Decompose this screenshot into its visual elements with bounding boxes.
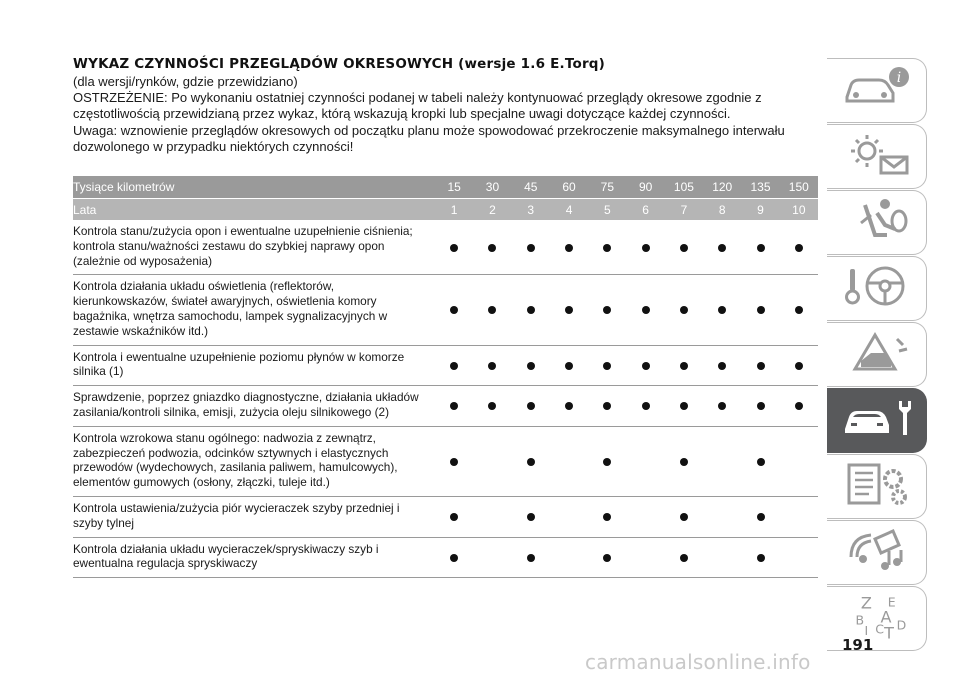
schedule-cell bbox=[626, 399, 664, 414]
table-row bbox=[73, 346, 818, 387]
km-column-header: 135 bbox=[750, 180, 771, 194]
scheduled-dot bbox=[527, 306, 535, 314]
scheduled-dot bbox=[603, 513, 611, 521]
km-column-header: 75 bbox=[600, 180, 615, 194]
multimedia-icon bbox=[841, 525, 913, 580]
schedule-cell bbox=[780, 399, 818, 414]
schedule-cell bbox=[512, 454, 550, 469]
chapter-tab[interactable] bbox=[827, 58, 927, 123]
scheduled-dot bbox=[642, 402, 650, 410]
index-letter: B bbox=[855, 611, 864, 627]
svg-text:i: i bbox=[896, 70, 901, 86]
schedule-cell bbox=[435, 550, 473, 565]
schedule-cell bbox=[512, 399, 550, 414]
schedule-cell bbox=[665, 454, 703, 469]
chapter-tab[interactable] bbox=[827, 520, 927, 585]
schedule-cell bbox=[588, 509, 626, 524]
scheduled-dot bbox=[488, 402, 496, 410]
km-column-header: 105 bbox=[673, 180, 694, 194]
scheduled-dot bbox=[680, 306, 688, 314]
scheduled-dot bbox=[527, 554, 535, 562]
task-description bbox=[73, 220, 435, 274]
chapter-tab[interactable] bbox=[827, 124, 927, 189]
km-column-header: 15 bbox=[447, 180, 461, 194]
schedule-cell bbox=[665, 240, 703, 255]
task-line: Kontrola wzrokowa stanu ogólnego: nadwozia z zewnątrz, bbox=[73, 430, 376, 445]
table-row bbox=[73, 427, 818, 497]
task-line: Sprawdzenie, poprzez gniazdko diagnostyczne, działania układów bbox=[73, 390, 419, 405]
table-row bbox=[73, 538, 818, 579]
page-number: 191 bbox=[842, 636, 874, 654]
schedule-cell bbox=[550, 240, 588, 255]
scheduled-dot bbox=[450, 306, 458, 314]
task-description bbox=[73, 538, 435, 578]
schedule-cell bbox=[741, 303, 779, 318]
schedule-cell bbox=[473, 399, 511, 414]
task-description bbox=[73, 427, 435, 496]
schedule-cell bbox=[512, 358, 550, 373]
roadside-emergency-icon bbox=[841, 327, 913, 382]
task-line: Kontrola działania układu oświetlenia (reflektorów, bbox=[73, 279, 334, 294]
scheduled-dot bbox=[450, 244, 458, 252]
car-maintenance-icon bbox=[841, 393, 913, 448]
task-line: zabezpieczeń podwozia, odcinków sztywnych i elastycznych bbox=[73, 445, 389, 460]
intro-line: (dla wersji/rynków, gdzie przewidziano) bbox=[73, 74, 298, 89]
schedule-cell bbox=[780, 303, 818, 318]
task-line: silnika (1) bbox=[73, 364, 124, 379]
index-letter: D bbox=[896, 617, 906, 633]
scheduled-dot bbox=[565, 244, 573, 252]
index-letter: T bbox=[883, 623, 894, 643]
scheduled-dot bbox=[757, 362, 765, 370]
scheduled-dot bbox=[795, 362, 803, 370]
schedule-cell bbox=[512, 240, 550, 255]
schedule-cell bbox=[550, 358, 588, 373]
schedule-cell bbox=[780, 358, 818, 373]
km-column-header: 30 bbox=[485, 180, 500, 194]
chapter-tab[interactable] bbox=[827, 256, 927, 321]
scheduled-dot bbox=[795, 402, 803, 410]
schedule-cell bbox=[703, 303, 741, 318]
schedule-cell bbox=[588, 454, 626, 469]
scheduled-dot bbox=[450, 362, 458, 370]
task-line: (zależnie od wyposażenia) bbox=[73, 253, 213, 268]
task-line: zasilania/kontroli silnika, emisji, zużycia oleju silnikowego (2) bbox=[73, 404, 390, 419]
task-line: Kontrola i ewentualne uzupełnienie poziomu płynów w komorze bbox=[73, 349, 405, 364]
schedule-cell bbox=[741, 454, 779, 469]
scheduled-dot bbox=[642, 244, 650, 252]
schedule-cell bbox=[665, 550, 703, 565]
scheduled-dot bbox=[718, 244, 726, 252]
schedule-cell bbox=[512, 303, 550, 318]
intro-line: OSTRZEŻENIE: Po wykonaniu ostatniej czynności podanej w tabeli należy kontynuować przeglądy okresowe zgodnie z bbox=[73, 90, 762, 106]
intro-line: dozwolonego w przypadku niektórych czynności! bbox=[73, 138, 354, 154]
schedule-cell bbox=[512, 509, 550, 524]
scheduled-dot bbox=[450, 402, 458, 410]
scheduled-dot bbox=[603, 362, 611, 370]
chapter-tab[interactable] bbox=[827, 454, 927, 519]
schedule-cell bbox=[703, 399, 741, 414]
table-row bbox=[73, 220, 818, 275]
scheduled-dot bbox=[603, 402, 611, 410]
task-line: Kontrola ustawienia/zużycia piór wycieraczek szyby przedniej i bbox=[73, 500, 400, 515]
scheduled-dot bbox=[565, 306, 573, 314]
schedule-cell bbox=[626, 358, 664, 373]
km-column-header: 90 bbox=[638, 180, 653, 194]
task-line: Kontrola stanu/zużycia opon i ewentualne uzupełnienie ciśnienia; bbox=[73, 224, 413, 238]
years-header-row bbox=[73, 199, 818, 220]
schedule-cell bbox=[473, 358, 511, 373]
schedule-cell bbox=[435, 240, 473, 255]
key-steering-icon bbox=[841, 261, 913, 316]
index-letter: E bbox=[887, 594, 896, 609]
schedule-cell bbox=[626, 240, 664, 255]
km-column-header: 45 bbox=[524, 180, 538, 194]
scheduled-dot bbox=[757, 458, 765, 466]
task-line: ewentualna regulacja spryskiwaczy bbox=[73, 556, 258, 571]
task-line: Kontrola działania układu wycieraczek/spryskiwaczy szyb i bbox=[73, 541, 379, 556]
scheduled-dot bbox=[680, 244, 688, 252]
schedule-cell bbox=[435, 454, 473, 469]
task-line: kierunkowskazów, świateł awaryjnych, oświetlenia komory bbox=[73, 294, 377, 309]
scheduled-dot bbox=[450, 458, 458, 466]
scheduled-dot bbox=[527, 362, 535, 370]
table-body bbox=[73, 220, 818, 578]
index-letter: A bbox=[880, 607, 892, 627]
scheduled-dot bbox=[527, 402, 535, 410]
scheduled-dot bbox=[565, 362, 573, 370]
warning-lights-icon bbox=[841, 129, 913, 184]
table-row bbox=[73, 497, 818, 538]
schedule-cell bbox=[435, 303, 473, 318]
schedule-cell bbox=[703, 240, 741, 255]
schedule-cell bbox=[780, 240, 818, 255]
airbag-seat-icon bbox=[841, 195, 913, 250]
schedule-cell bbox=[550, 399, 588, 414]
km-column-header: 150 bbox=[788, 180, 809, 194]
year-column-header: 6 bbox=[642, 202, 649, 217]
schedule-cell bbox=[626, 303, 664, 318]
schedule-cell bbox=[741, 550, 779, 565]
scheduled-dot bbox=[718, 362, 726, 370]
schedule-cell bbox=[588, 358, 626, 373]
scheduled-dot bbox=[527, 513, 535, 521]
year-column-header: 10 bbox=[792, 202, 806, 217]
scheduled-dot bbox=[680, 362, 688, 370]
year-column-header: 7 bbox=[680, 202, 688, 217]
scheduled-dot bbox=[718, 306, 726, 314]
scheduled-dot bbox=[565, 402, 573, 410]
year-column-header: 1 bbox=[450, 202, 458, 217]
scheduled-dot bbox=[642, 306, 650, 314]
task-line: bagażnika, wnętrza samochodu, lampek sygnalizacyjnych w bbox=[73, 308, 388, 323]
year-column-header: 2 bbox=[489, 202, 496, 217]
scheduled-dot bbox=[603, 458, 611, 466]
scheduled-dot bbox=[603, 306, 611, 314]
scheduled-dot bbox=[527, 458, 535, 466]
index-letter: I bbox=[864, 622, 868, 638]
year-column-header: 3 bbox=[527, 202, 535, 217]
scheduled-dot bbox=[757, 554, 765, 562]
scheduled-dot bbox=[795, 306, 803, 314]
schedule-cell bbox=[741, 399, 779, 414]
chapter-tab[interactable] bbox=[827, 322, 927, 387]
chapter-tab[interactable] bbox=[827, 190, 927, 255]
schedule-cell bbox=[665, 303, 703, 318]
intro-line: częstotliwością przewidzianą przez wykaz, którą wskazują kropki lub specjalne uwagi dotyczące każdej czynności. bbox=[73, 106, 731, 122]
schedule-cell bbox=[473, 240, 511, 255]
task-line: zestawie wskaźników itd.) bbox=[73, 323, 209, 338]
scheduled-dot bbox=[757, 513, 765, 521]
scheduled-dot bbox=[718, 402, 726, 410]
task-description bbox=[73, 497, 435, 537]
task-line: kontrola stanu/ważności zestawu do szybkiej naprawy opon bbox=[73, 238, 385, 253]
scheduled-dot bbox=[680, 402, 688, 410]
schedule-cell bbox=[665, 399, 703, 414]
schedule-cell bbox=[512, 550, 550, 565]
scheduled-dot bbox=[795, 244, 803, 252]
scheduled-dot bbox=[680, 554, 688, 562]
schedule-cell bbox=[588, 240, 626, 255]
scheduled-dot bbox=[603, 244, 611, 252]
schedule-cell bbox=[435, 358, 473, 373]
schedule-cell bbox=[550, 303, 588, 318]
car-info-icon bbox=[841, 63, 913, 118]
maintenance-schedule-table bbox=[73, 176, 818, 578]
intro-text bbox=[73, 74, 818, 155]
index-letter: C bbox=[874, 620, 884, 636]
year-column-header: 5 bbox=[603, 202, 611, 217]
intro-line: Uwaga: wznowienie przeglądów okresowych od początku planu może spowodować przekroczenie maksymalnego interwału bbox=[73, 122, 785, 138]
watermark: carmanualsonline.info bbox=[585, 650, 811, 674]
scheduled-dot bbox=[757, 244, 765, 252]
scheduled-dot bbox=[603, 554, 611, 562]
scheduled-dot bbox=[757, 402, 765, 410]
task-description bbox=[73, 386, 435, 426]
schedule-cell bbox=[435, 399, 473, 414]
year-column-header: 8 bbox=[718, 202, 726, 217]
scheduled-dot bbox=[642, 362, 650, 370]
years-header-label: Lata bbox=[73, 202, 97, 217]
schedule-cell bbox=[665, 358, 703, 373]
technical-data-icon bbox=[841, 459, 913, 514]
task-line: szyby tylnej bbox=[73, 515, 134, 530]
table-row bbox=[73, 386, 818, 427]
schedule-cell bbox=[588, 550, 626, 565]
scheduled-dot bbox=[680, 513, 688, 521]
scheduled-dot bbox=[488, 244, 496, 252]
index-letter: Z bbox=[860, 593, 872, 612]
task-description bbox=[73, 275, 435, 344]
task-line: elementów gumowych (osłony, złączki, tuleje itd.) bbox=[73, 475, 330, 490]
scheduled-dot bbox=[527, 244, 535, 252]
km-column-header: 60 bbox=[562, 180, 576, 194]
year-column-header: 9 bbox=[757, 202, 764, 217]
schedule-cell bbox=[473, 303, 511, 318]
scheduled-dot bbox=[450, 554, 458, 562]
task-description bbox=[73, 346, 435, 386]
schedule-cell bbox=[741, 240, 779, 255]
schedule-cell bbox=[435, 509, 473, 524]
scheduled-dot bbox=[488, 306, 496, 314]
km-column-header: 120 bbox=[712, 180, 733, 194]
schedule-cell bbox=[703, 358, 741, 373]
table-row bbox=[73, 275, 818, 345]
scheduled-dot bbox=[450, 513, 458, 521]
km-header-row bbox=[73, 176, 818, 198]
schedule-cell bbox=[741, 509, 779, 524]
schedule-cell bbox=[665, 509, 703, 524]
km-header-label: Tysiące kilometrów bbox=[73, 180, 175, 194]
scheduled-dot bbox=[757, 306, 765, 314]
page-title: WYKAZ CZYNNOŚCI PRZEGLĄDÓW OKRESOWYCH (wersje 1.6 E.Torq) bbox=[73, 56, 606, 72]
chapter-tab[interactable] bbox=[827, 388, 927, 453]
task-line: przewodów (wydechowych, zasilania paliwem, hamulcowych), bbox=[73, 460, 398, 475]
scheduled-dot bbox=[488, 362, 496, 370]
year-column-header: 4 bbox=[565, 202, 573, 217]
schedule-cell bbox=[588, 399, 626, 414]
schedule-cell bbox=[741, 358, 779, 373]
scheduled-dot bbox=[680, 458, 688, 466]
schedule-cell bbox=[588, 303, 626, 318]
